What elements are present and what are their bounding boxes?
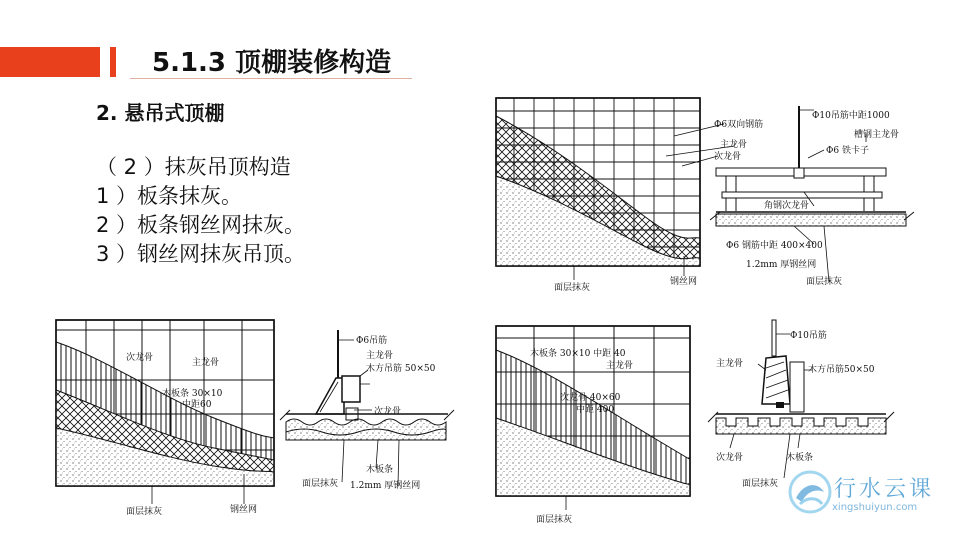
label-lath: 木板条	[786, 453, 814, 463]
label-clip: Φ6 铁卡子	[826, 146, 869, 156]
label-sub-joist-size: 次龙骨 40×60	[560, 393, 621, 403]
label-mesh-thickness: 1.2mm 厚钢丝网	[350, 481, 421, 491]
label-main-joist-2: 主龙骨	[716, 359, 744, 369]
diagram-wire-mesh-ceiling	[494, 96, 944, 296]
diagram-lath-wire-mesh-ceiling	[54, 318, 470, 518]
brand-name: 行水云课	[834, 477, 935, 502]
label-lath: 木板条	[366, 465, 394, 475]
title-accent-mark	[110, 47, 116, 77]
list-item: 1 ）板条抹灰。	[96, 184, 243, 208]
label-lath-size: 木板条 30×10	[162, 389, 223, 399]
label-plaster: 面层抹灰	[554, 283, 591, 293]
label-lath-spacing: 中距60	[182, 400, 212, 410]
label-wire-mesh: 钢丝网	[230, 505, 258, 515]
label-hanger: Φ10吊筋	[790, 331, 827, 341]
brand-url: xingshuiyun.com	[832, 502, 918, 513]
title-accent-bar	[0, 47, 100, 77]
label-plaster-2: 面层抹灰	[806, 277, 843, 287]
label-sub-joist: 次龙骨	[126, 353, 154, 363]
label-main-joist-2: 主龙骨	[366, 351, 394, 361]
list-item: （ 2 ）抹灰吊顶构造	[96, 155, 291, 179]
label-angle-sub: 角钢次龙骨	[764, 201, 810, 211]
label-plaster: 面层抹灰	[536, 515, 573, 525]
label-sub-joist-2: 次龙骨	[716, 453, 744, 463]
title-underline	[130, 78, 412, 79]
label-wood-hanger: 木方吊筋 50×50	[366, 364, 436, 374]
list-item: 2 ）板条钢丝网抹灰。	[96, 213, 306, 237]
label-main-joist: 主龙骨	[720, 140, 748, 150]
label-rebar-spacing: Φ6 钢筋中距 400×400	[726, 241, 823, 251]
label-channel-main: 槽钢主龙骨	[854, 130, 900, 140]
label-plaster-2: 面层抹灰	[742, 479, 779, 489]
label-wire-mesh: 钢丝网	[670, 277, 698, 287]
label-main-joist: 主龙骨	[192, 358, 220, 368]
construction-list	[96, 153, 305, 269]
brand-logo-icon	[786, 468, 834, 516]
label-sub-joist-spacing: 中距 400	[576, 405, 615, 415]
brand-watermark	[786, 466, 956, 522]
label-hanger: Φ6吊筋	[356, 336, 388, 346]
plan-view	[496, 98, 700, 266]
label-sub-joist-2: 次龙骨	[374, 407, 402, 417]
label-mesh-thickness: 1.2mm 厚钢丝网	[746, 260, 817, 270]
label-hanger: Φ10吊筋中距1000	[812, 111, 890, 121]
label-sub-joist: 次龙骨	[714, 152, 742, 162]
list-item: 3 ）钢丝网抹灰吊顶。	[96, 242, 306, 266]
label-wood-hanger: 木方吊筋50×50	[808, 365, 875, 375]
label-main-joist: 主龙骨	[606, 361, 634, 371]
label-plaster-2: 面层抹灰	[302, 479, 339, 489]
label-plaster: 面层抹灰	[126, 507, 163, 517]
plan-view	[56, 320, 274, 486]
section-subtitle: 2. 悬吊式顶棚	[96, 101, 225, 125]
label-lath-spacing: 木板条 30×10 中距 40	[530, 349, 626, 359]
section-view	[280, 330, 454, 440]
page-title: 5.1.3 顶棚装修构造	[152, 48, 392, 78]
label-two-way-rebar: Φ6双向钢筋	[714, 120, 764, 130]
